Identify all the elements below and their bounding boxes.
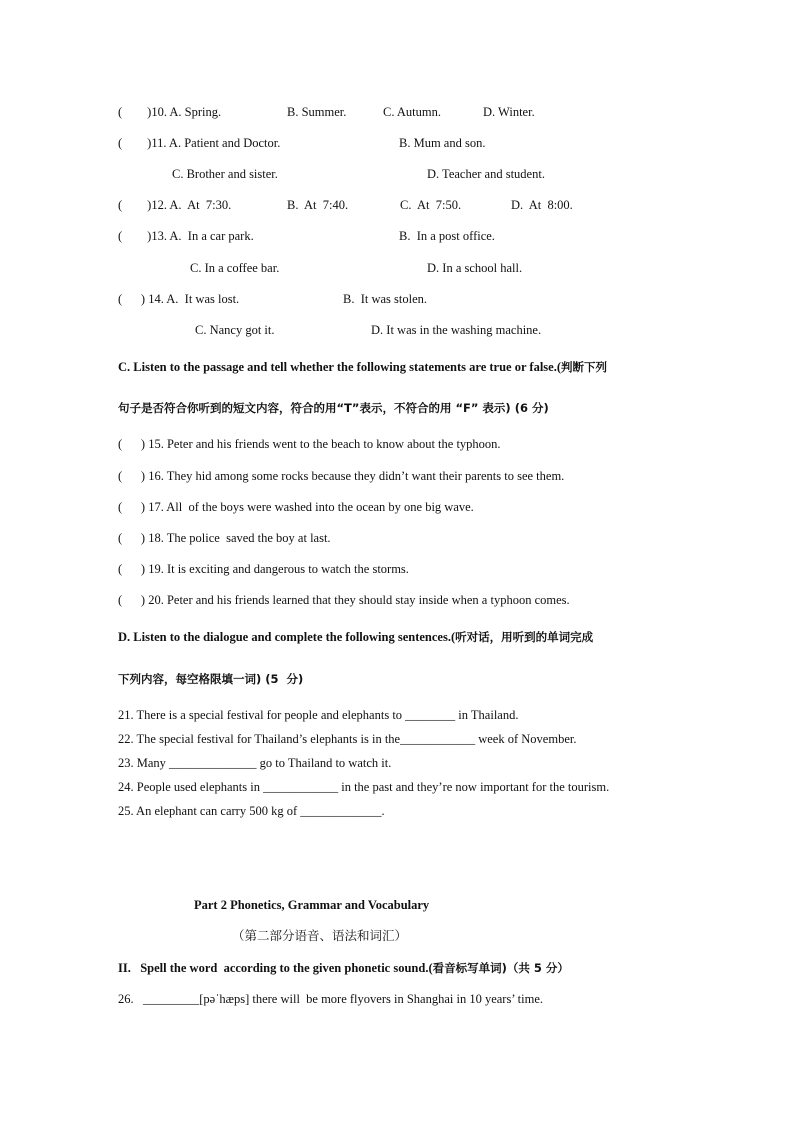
section-c-heading-cn: 判断下列 (561, 360, 608, 374)
part2-subtitle: （第二部分语音、语法和词汇） (232, 928, 408, 943)
section-c-heading (118, 359, 607, 375)
q15-statement: ( ) 15. Peter and his friends went to the beach to know about the typhoon. (118, 437, 501, 451)
q22-sentence: 22. The special festival for Thailand’s elephants is in the____________ week of November. (118, 732, 577, 746)
q12-option-b: B. At 7:40. (287, 198, 349, 212)
q20-statement: ( ) 20. Peter and his friends learned that they should stay inside when a typhoon comes. (118, 593, 570, 607)
q10-option-b: B. Summer. (287, 105, 347, 119)
q10-stem: ( )10. A. Spring. (118, 105, 222, 119)
q24-sentence: 24. People used elephants in ____________ in the past and they’re now important for the tourism. (118, 780, 610, 794)
q17-statement: ( ) 17. All of the boys were washed into the ocean by one big wave. (118, 500, 474, 514)
q13-stem: ( )13. A. In a car park. (118, 229, 254, 243)
q10-option-d: D. Winter. (483, 105, 535, 119)
section-2-heading-en: II. Spell the word according to the given phonetic sound.( (118, 961, 433, 975)
section-c-heading-cn-line2: 句子是否符合你听到的短文内容，符合的用“T”表示，不符合的用 “F” 表示) (6 分) (118, 401, 549, 415)
part2-title: Part 2 Phonetics, Grammar and Vocabulary (194, 898, 430, 912)
q14-option-d: D. It was in the washing machine. (371, 323, 542, 337)
section-2-heading-cn: 看音标写单词)（共 5 分） (432, 961, 569, 975)
q14-stem: ( ) 14. A. It was lost. (118, 292, 240, 306)
q11-option-d: D. Teacher and student. (427, 167, 545, 181)
section-d-heading-cn-line2: 下列内容，每空格限填一词) (5 分) (118, 672, 304, 686)
q11-option-b: B. Mum and son. (399, 136, 486, 150)
q21-sentence: 21. There is a special festival for people and elephants to ________ in Thailand. (118, 708, 519, 722)
q18-statement: ( ) 18. The police saved the boy at last. (118, 531, 331, 545)
q13-option-d: D. In a school hall. (427, 261, 523, 275)
q12-stem: ( )12. A. At 7:30. (118, 198, 232, 212)
q23-sentence: 23. Many ______________ go to Thailand to watch it. (118, 756, 392, 770)
q12-option-d: D. At 8:00. (511, 198, 573, 212)
q10-option-c: C. Autumn. (383, 105, 441, 119)
q11-stem: ( )11. A. Patient and Doctor. (118, 136, 281, 150)
q16-statement: ( ) 16. They hid among some rocks because they didn’t want their parents to see them. (118, 469, 565, 483)
section-d-heading-cn: 听对话，用听到的单词完成 (455, 630, 594, 644)
q25-sentence: 25. An elephant can carry 500 kg of _____________. (118, 804, 385, 818)
q12-option-c: C. At 7:50. (400, 198, 462, 212)
q13-option-b: B. In a post office. (399, 229, 495, 243)
q14-option-c: C. Nancy got it. (195, 323, 275, 337)
q11-option-c: C. Brother and sister. (172, 167, 278, 181)
section-2-heading (118, 960, 569, 976)
q19-statement: ( ) 19. It is exciting and dangerous to watch the storms. (118, 562, 409, 576)
q14-option-b: B. It was stolen. (343, 292, 428, 306)
q13-option-c: C. In a coffee bar. (190, 261, 280, 275)
section-c-heading-en: C. Listen to the passage and tell whether the following statements are true or false.( (118, 360, 562, 374)
section-d-heading (118, 629, 593, 645)
q26-sentence: 26. _________[pəˈhæps] there will be more flyovers in Shanghai in 10 years’ time. (118, 992, 544, 1006)
section-d-heading-en: D. Listen to the dialogue and complete the following sentences.( (118, 630, 456, 644)
